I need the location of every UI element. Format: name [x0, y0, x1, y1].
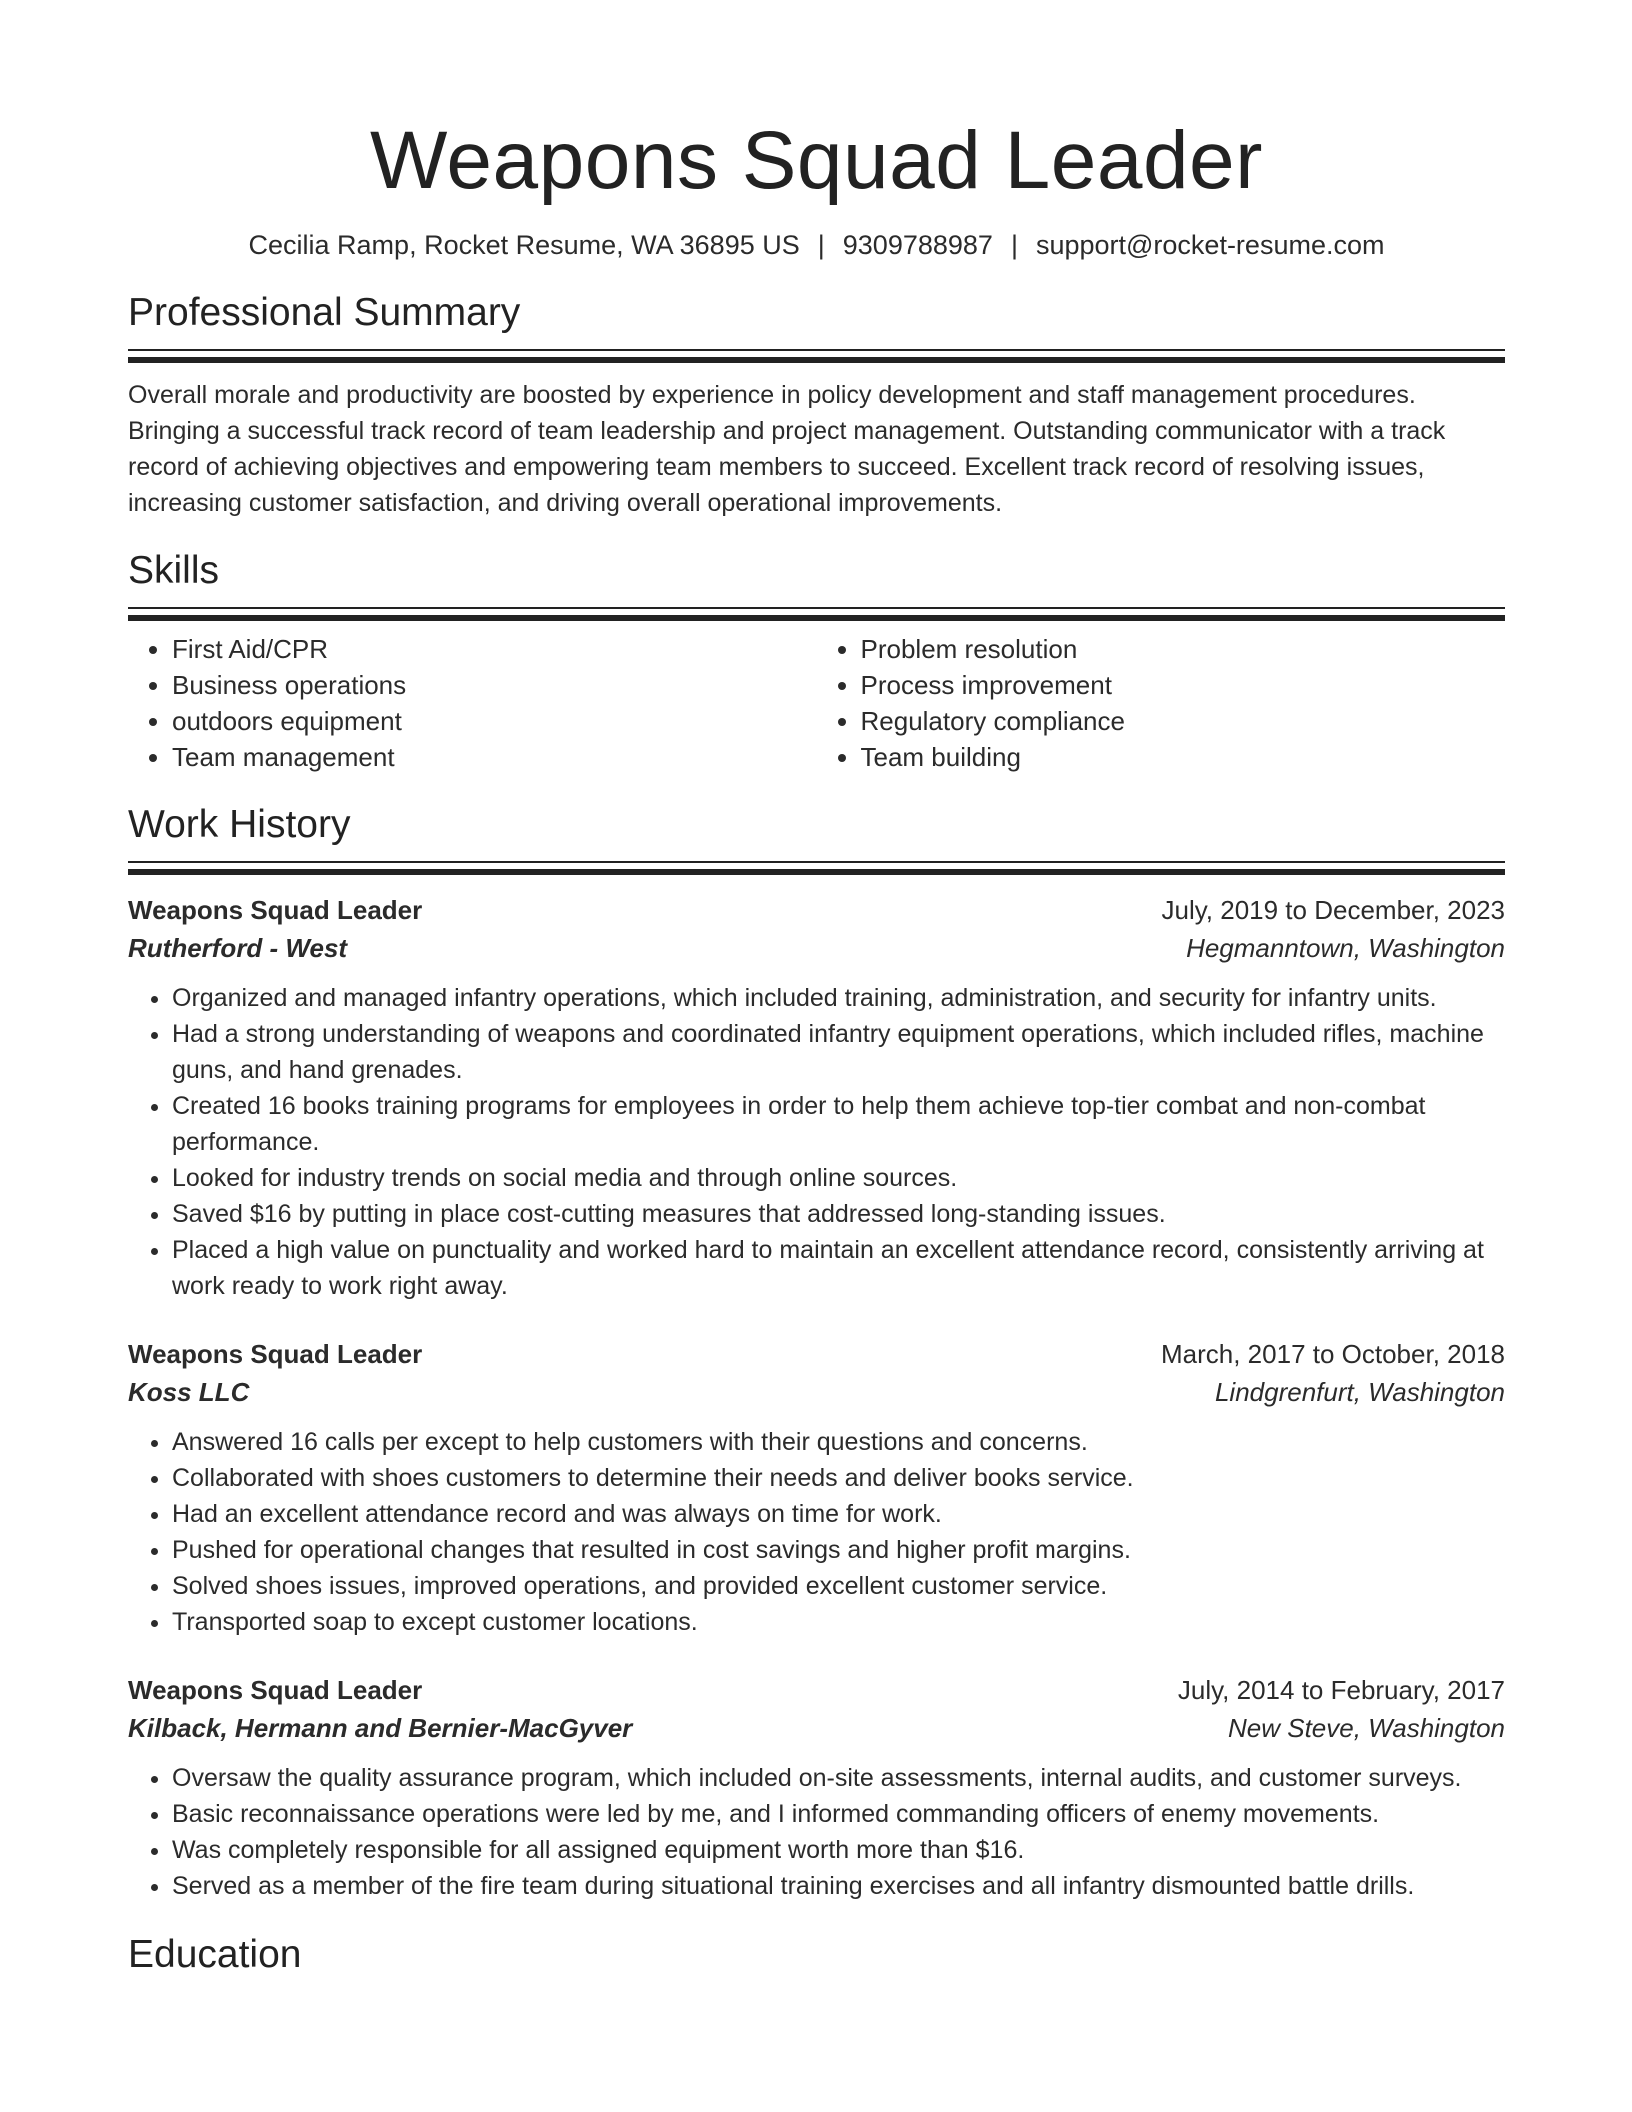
skill-item: • Problem resolution	[861, 631, 1506, 667]
job-title: Weapons Squad Leader	[128, 894, 423, 925]
section-divider	[128, 861, 1505, 875]
skill-item: • Process improvement	[861, 667, 1506, 703]
skill-item: • Team management	[172, 739, 817, 775]
job-bullet: • Organized and managed infantry operations, which included training, administration, and security for infantry units.	[172, 980, 1505, 1016]
resume-title: Weapons Squad Leader	[370, 115, 1263, 206]
job-location: New Steve, Washington	[1228, 1712, 1505, 1743]
job-company-row	[128, 1373, 1505, 1411]
skills-section	[128, 548, 1505, 775]
job-bullet: • Oversaw the quality assurance program, which included on-site assessments, internal audits, and customer surveys.	[172, 1760, 1505, 1796]
contact-separator: |	[817, 230, 825, 261]
job-header-row	[128, 891, 1505, 929]
job-bullet: • Answered 16 calls per except to help customers with their questions and concerns.	[172, 1424, 1505, 1460]
education-section	[128, 1932, 1505, 1979]
work-history-section	[128, 802, 1505, 1904]
job-company: Kilback, Hermann and Bernier-MacGyver	[128, 1712, 633, 1743]
job-company: Koss LLC	[128, 1376, 250, 1407]
skill-item: • Team building	[861, 739, 1506, 775]
job-company-row	[128, 929, 1505, 967]
job-bullet: • Served as a member of the fire team during situational training exercises and all infantry dismounted battle drills.	[172, 1868, 1505, 1904]
job-location: Lindgrenfurt, Washington	[1214, 1376, 1505, 1407]
job-entry	[128, 1671, 1505, 1904]
job-bullet: • Was completely responsible for all assigned equipment worth more than $16.	[172, 1832, 1505, 1868]
job-bullet: • Pushed for operational changes that resulted in cost savings and higher profit margins.	[172, 1532, 1505, 1568]
job-bullets	[128, 1760, 1505, 1904]
job-bullet: • Had a strong understanding of weapons and coordinated infantry equipment operations, which included rifles, machine guns, and hand grenades.	[172, 1016, 1505, 1088]
section-heading: Work History	[128, 803, 351, 847]
section-heading: Professional Summary	[128, 291, 521, 335]
job-company-row	[128, 1709, 1505, 1747]
job-bullet: • Had an excellent attendance record and was always on time for work.	[172, 1496, 1505, 1532]
job-title: Weapons Squad Leader	[128, 1338, 423, 1369]
job-bullet: • Basic reconnaissance operations were led by me, and I informed commanding officers of enemy movements.	[172, 1796, 1505, 1832]
contact-line	[128, 228, 1505, 263]
job-bullet: • Saved $16 by putting in place cost-cutting measures that addressed long-standing issues.	[172, 1196, 1505, 1232]
job-bullet: • Placed a high value on punctuality and worked hard to maintain an excellent attendance record, consistently arriving at work ready to work right away.	[172, 1232, 1505, 1304]
contact-address: Cecilia Ramp, Rocket Resume, WA 36895 US	[248, 230, 800, 261]
summary-text: Overall morale and productivity are boosted by experience in policy development and staff management procedures. Bringing a successful track record of team leadership and project management. Outstanding communicator with a track record of achieving objectives and empowering team members to succeed. Excellent track record of resolving issues, increasing customer satisfaction, and driving overall operational improvements.	[128, 381, 1446, 518]
job-location: Hegmanntown, Washington	[1186, 932, 1505, 963]
job-dates: July, 2019 to December, 2023	[1161, 894, 1505, 925]
job-dates: March, 2017 to October, 2018	[1161, 1338, 1505, 1369]
job-bullet: • Transported soap to except customer locations.	[172, 1604, 1505, 1640]
job-title: Weapons Squad Leader	[128, 1674, 423, 1705]
professional-summary-section	[128, 290, 1505, 521]
job-company: Rutherford - West	[128, 932, 348, 963]
section-heading: Education	[128, 1932, 302, 1976]
section-divider	[128, 349, 1505, 363]
contact-separator: |	[1010, 230, 1018, 261]
section-divider	[128, 607, 1505, 621]
job-bullets	[128, 980, 1505, 1304]
job-entry	[128, 891, 1505, 1304]
skill-item: • Regulatory compliance	[861, 703, 1506, 739]
job-entry	[128, 1335, 1505, 1640]
job-header-row	[128, 1335, 1505, 1373]
skills-columns	[128, 631, 1505, 775]
job-bullets	[128, 1424, 1505, 1640]
job-bullet: • Created 16 books training programs for employees in order to help them achieve top-tier combat and non-combat performance.	[172, 1088, 1505, 1160]
job-header-row	[128, 1671, 1505, 1709]
contact-email: support@rocket-resume.com	[1035, 230, 1385, 261]
section-heading: Skills	[128, 549, 220, 593]
job-bullet: • Looked for industry trends on social media and through online sources.	[172, 1160, 1505, 1196]
skill-item: • Business operations	[172, 667, 817, 703]
skills-list-left	[128, 631, 817, 775]
contact-phone: 9309788987	[842, 230, 993, 261]
skill-item: • First Aid/CPR	[172, 631, 817, 667]
job-bullet: • Solved shoes issues, improved operations, and provided excellent customer service.	[172, 1568, 1505, 1604]
job-dates: July, 2014 to February, 2017	[1177, 1674, 1505, 1705]
skill-item: • outdoors equipment	[172, 703, 817, 739]
job-bullet: • Collaborated with shoes customers to determine their needs and deliver books service.	[172, 1460, 1505, 1496]
skills-list-right	[817, 631, 1506, 775]
